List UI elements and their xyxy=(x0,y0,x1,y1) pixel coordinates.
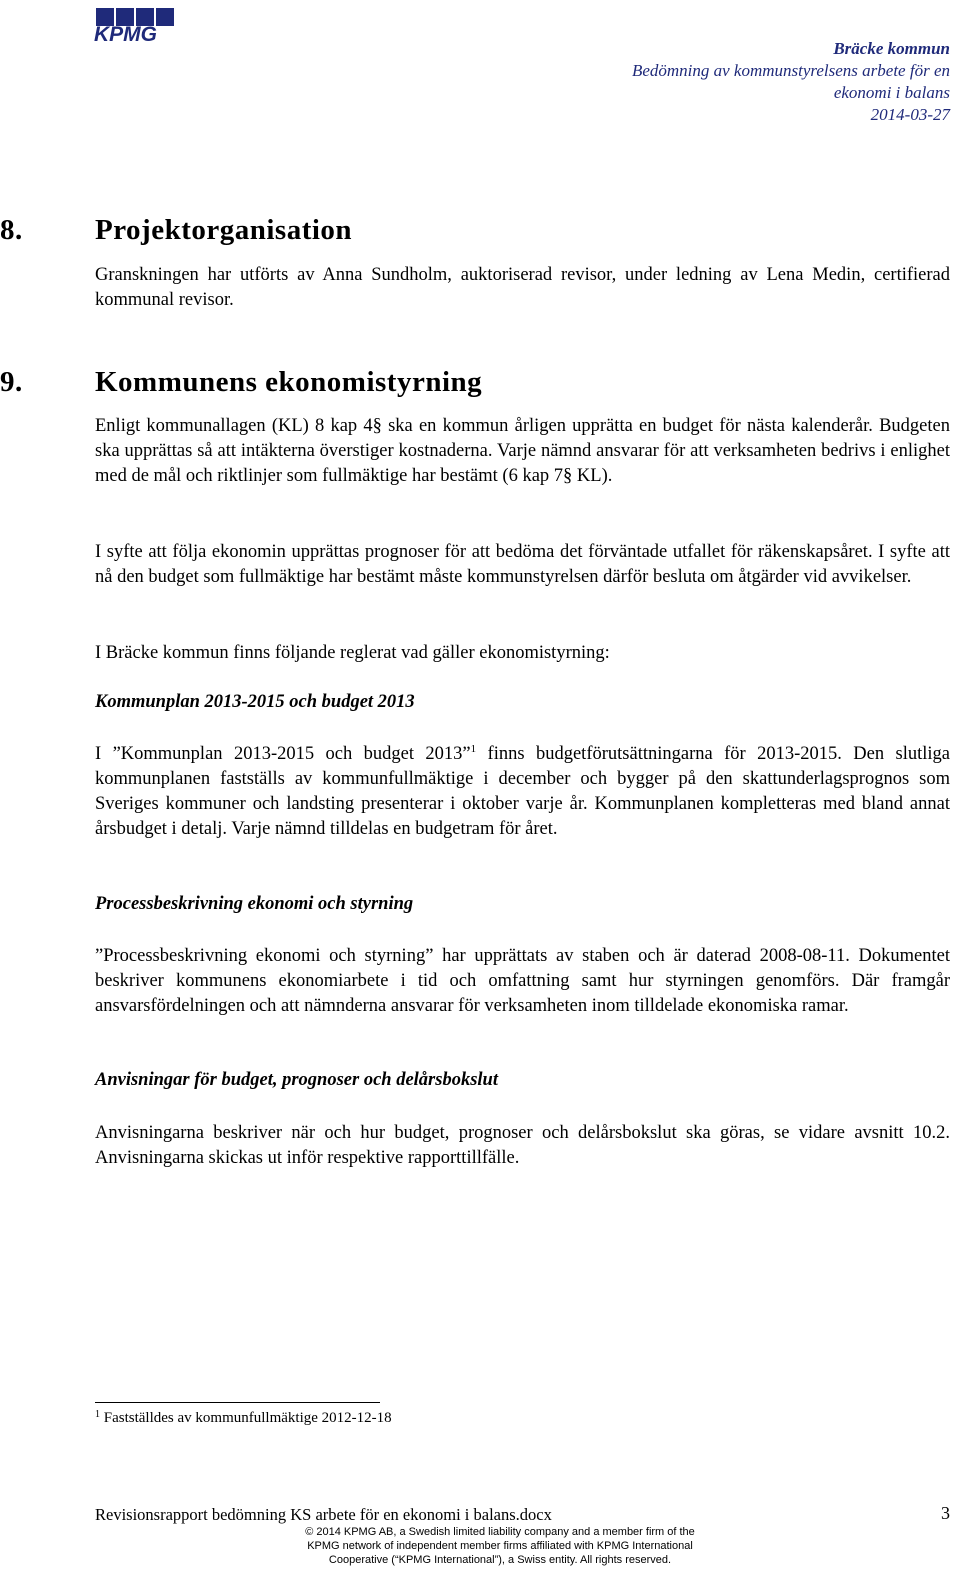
subsection-title-anvisningar: Anvisningar för budget, prognoser och delårsbokslut xyxy=(95,1070,498,1090)
footnote-number: 1 xyxy=(95,1409,100,1420)
kpmg-logo xyxy=(92,4,184,44)
subsection-text-anvisningar: Anvisningarna beskriver när och hur budget, prognoser och delårsbokslut ska göras, se vidare avsnitt 10.2. Anvisningarna skickas ut inför respektive rapporttillfälle. xyxy=(95,1123,950,1168)
header-report-title-line2: ekonomi i balans xyxy=(833,83,950,102)
document-header xyxy=(632,38,950,126)
section-title: Kommunens ekonomistyrning xyxy=(95,366,483,398)
section-title: Projektorganisation xyxy=(95,214,353,246)
section-9-paragraph-3: I Bräcke kommun finns följande reglerat vad gäller ekonomistyrning: xyxy=(95,643,610,663)
section-number: 9. xyxy=(0,366,23,398)
footnote xyxy=(95,1410,392,1427)
subsection-title-processbeskrivning: Processbeskrivning ekonomi och styrning xyxy=(95,894,414,914)
header-report-title-line1: Bedömning av kommunstyrelsens arbete för en xyxy=(631,61,950,80)
footer-document-name: Revisionsrapport bedömning KS arbete för en ekonomi i balans.docx xyxy=(95,1505,552,1524)
footnote-reference[interactable]: 1 xyxy=(470,743,477,755)
logo-text: KPMG xyxy=(94,23,157,44)
legal-line-1: © 2014 KPMG AB, a Swedish limited liability company and a member firm of the xyxy=(305,1526,695,1538)
footer-legal-notice xyxy=(250,1525,750,1567)
header-organization: Bräcke kommun xyxy=(833,39,950,58)
section-9-paragraph-2: I syfte att följa ekonomin upprättas prognoser för att bedöma det förväntade utfallet för räkenskapsåret. I syfte att nå den budget som fullmäktige har bestämt måste kommunstyrelsen därför besluta om åtgärder vid avvikelser. xyxy=(95,542,950,587)
text-before-footnote: I ”Kommunplan 2013-2015 och budget 2013” xyxy=(95,744,471,764)
page-number: 3 xyxy=(941,1503,950,1523)
text-after-footnote: finns budgetförutsättningarna för 2013-2015. Den slutliga kommunplanen fastställs av kommunfullmäktige i december och bygger på den skattunderlagsprognos som Sveriges kommuner och landsting presenterar i oktober varje år. Kommunplanen kompletteras med bland annat årsbudget i detalj. Varje nämnd tilldelas en budgetram för året. xyxy=(95,744,951,839)
footnote-separator xyxy=(95,1402,380,1403)
subsection-text-processbeskrivning: ”Processbeskrivning ekonomi och styrning” har upprättats av staben och är daterad 2008-08-11. Dokumentet beskriver kommunens ekonomiarbete i tid och omfattning samt hur styrningen genomförs. Där framgår ansvarsfördelningen och att nämnderna ansvarar för verksamheten inom tilldelade ekonomiska ramar. xyxy=(95,946,950,1016)
section-number: 8. xyxy=(0,214,23,246)
subsection-title-kommunplan: Kommunplan 2013-2015 och budget 2013 xyxy=(95,692,415,712)
section-9-paragraph-1: Enligt kommunallagen (KL) 8 kap 4§ ska en kommun årligen upprätta en budget för nästa kalenderår. Budgeten ska upprättas så att intäkterna överstiger kostnaderna. Varje nämnd ansvarar för att verksamheten bedrivs i enlighet med de mål och riktlinjer som fullmäktige har bestämt (6 kap 7§ KL). xyxy=(95,416,950,486)
section-8-paragraph: Granskningen har utförts av Anna Sundholm, auktoriserad revisor, under ledning av Lena Medin, certifierad kommunal revisor. xyxy=(95,265,950,310)
legal-line-3: Cooperative (“KPMG International”), a Swiss entity. All rights reserved. xyxy=(328,1554,672,1566)
header-date: 2014-03-27 xyxy=(870,105,950,124)
footnote-text: Fastställdes av kommunfullmäktige 2012-12-18 xyxy=(100,1410,392,1426)
legal-line-2: KPMG network of independent member firms affiliated with KPMG International xyxy=(307,1540,693,1552)
subsection-text-kommunplan xyxy=(95,742,950,842)
